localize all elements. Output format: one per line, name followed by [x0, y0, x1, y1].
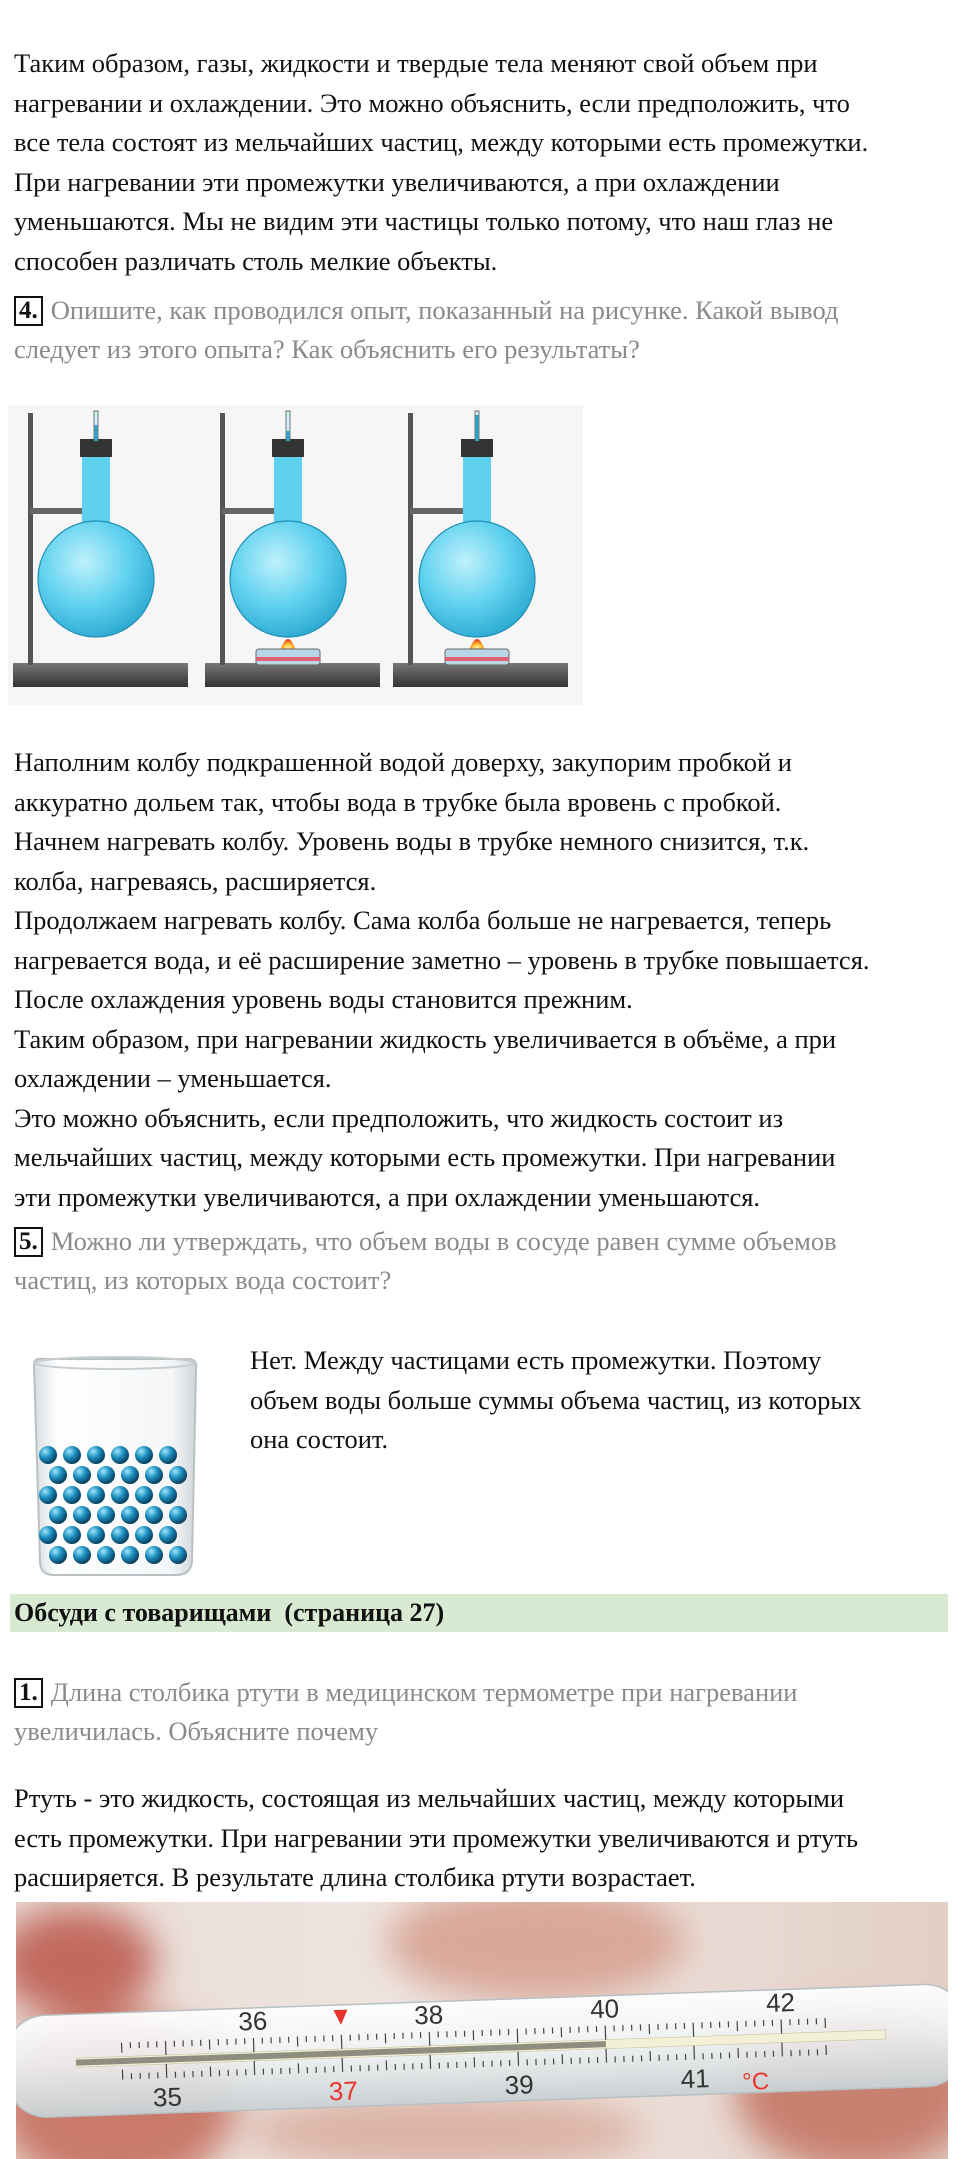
answer-line: Это можно объяснить, если предположить, что жидкость состоит из — [14, 1102, 784, 1133]
question-text-line: частиц, из которых вода состоит? — [14, 1265, 392, 1295]
scale-label-bottom: 37 — [328, 2075, 359, 2107]
answer-5-paragraph — [250, 1341, 950, 1460]
question-1 — [14, 1673, 949, 1751]
water-particle — [135, 1446, 153, 1464]
water-particle — [73, 1506, 91, 1524]
answer-line: есть промежутки. При нагревании эти промежутки увеличиваются и ртуть — [14, 1822, 859, 1853]
water-particle — [145, 1506, 163, 1524]
scale-label-top: 38 — [413, 1999, 444, 2031]
water-particle — [169, 1506, 187, 1524]
question-text-line: увеличилась. Объясните почему — [14, 1716, 379, 1746]
scale-label-top: 36 — [237, 2005, 268, 2037]
question-4 — [14, 291, 949, 369]
stand-rod — [28, 413, 33, 665]
intro-line: способен различать столь мелкие объекты. — [14, 245, 498, 276]
water-particle — [39, 1446, 57, 1464]
water-particle — [63, 1526, 81, 1544]
water-particle — [39, 1526, 57, 1544]
answer-line: расширяется. В результате длина столбика ртути возрастает. — [14, 1862, 696, 1892]
water-particle — [97, 1466, 115, 1484]
flask-bulb — [230, 521, 346, 637]
water-particle — [49, 1546, 67, 1564]
answer-1-paragraph — [14, 1779, 949, 1898]
scale-label-bottom: 35 — [152, 2081, 183, 2113]
question-number-badge: 4. — [14, 296, 43, 326]
stand-base — [393, 663, 568, 687]
answer-line: эти промежутки увеличиваются, а при охлаждении уменьшаются. — [14, 1181, 761, 1212]
water-particle — [49, 1466, 67, 1484]
answer-line: Ртуть - это жидкость, состоящая из мельчайших частиц, между которыми — [14, 1783, 845, 1813]
water-particle — [121, 1546, 139, 1564]
water-particle — [87, 1526, 105, 1544]
answer-line: Наполним колбу подкрашенной водой доверху, закупорим пробкой и — [14, 747, 792, 777]
flask-bulb — [419, 521, 535, 637]
stand-rod — [408, 413, 413, 665]
water-particle — [145, 1466, 163, 1484]
water-particle — [111, 1486, 129, 1504]
tube-water-level — [476, 415, 479, 441]
water-particle — [63, 1446, 81, 1464]
water-particle — [87, 1486, 105, 1504]
water-particle — [63, 1486, 81, 1504]
answer-line: аккуратно дольем так, чтобы вода в трубке была вровень с пробкой. — [14, 786, 782, 817]
stand-base — [13, 663, 188, 687]
water-particle — [159, 1446, 177, 1464]
water-particle — [121, 1466, 139, 1484]
flask-experiment-illustration — [8, 405, 583, 705]
answer-4-paragraph — [14, 743, 949, 1217]
question-number-badge: 5. — [14, 1227, 43, 1257]
answer-line: объем воды больше суммы объема частиц, из которых — [250, 1384, 862, 1415]
intro-line: уменьшаются. Мы не видим эти частицы только потому, что наш глаз не — [14, 206, 834, 236]
cork-stopper — [80, 439, 112, 457]
answer-line: нагревается вода, и её расширение заметно – уровень в трубке повышается. — [14, 944, 870, 975]
scale-label-bottom: 41 — [680, 2063, 711, 2095]
water-particle — [111, 1446, 129, 1464]
cork-stopper — [272, 439, 304, 457]
stand-base — [205, 663, 380, 687]
water-particle — [111, 1526, 129, 1544]
answer-line: она состоит. — [250, 1424, 389, 1454]
water-particle — [169, 1546, 187, 1564]
question-text-line: Можно ли утверждать, что объем воды в сосуде равен сумме объемов — [50, 1226, 837, 1256]
burner-band — [256, 657, 320, 661]
water-particle — [145, 1546, 163, 1564]
answer-line: колба, нагреваясь, расширяется. — [14, 865, 377, 896]
answer-line: Начнем нагревать колбу. Уровень воды в трубке немного снизится, т.к. — [14, 826, 810, 856]
beaker-particles-illustration — [28, 1355, 203, 1580]
answer-line: Таким образом, при нагревании жидкость увеличивается в объёме, а при — [14, 1023, 837, 1054]
flask-bulb — [38, 521, 154, 637]
water-particle — [39, 1486, 57, 1504]
intro-line: При нагревании эти промежутки увеличиваются, а при охлаждении — [14, 166, 780, 197]
water-particle — [121, 1506, 139, 1524]
cork-stopper — [461, 439, 493, 457]
intro-line: нагревании и охлаждении. Это можно объяснить, если предположить, что — [14, 87, 850, 118]
question-text-line: Опишите, как проводился опыт, показанный на рисунке. Какой вывод — [50, 295, 839, 325]
water-particle — [169, 1466, 187, 1484]
scale-label-bottom: 39 — [504, 2069, 535, 2101]
answer-line: После охлаждения уровень воды становится прежним. — [14, 984, 633, 1014]
intro-line: все тела состоят из мельчайших частиц, между которыми есть промежутки. — [14, 127, 869, 157]
answer-line: Продолжаем нагревать колбу. Сама колба больше не нагревается, теперь — [14, 905, 832, 935]
tube-water-level — [95, 425, 98, 441]
water-particle — [87, 1446, 105, 1464]
water-particle — [73, 1466, 91, 1484]
thermometer-photo — [16, 1902, 948, 2159]
answer-line: Нет. Между частицами есть промежутки. Поэтому — [250, 1345, 822, 1375]
water-particle — [49, 1506, 67, 1524]
intro-paragraph — [14, 44, 949, 281]
water-particle — [97, 1546, 115, 1564]
burner-band — [445, 657, 509, 661]
question-text-line: Длина столбика ртути в медицинском термометре при нагревании — [50, 1677, 798, 1707]
question-text-line: следует из этого опыта? Как объяснить его результаты? — [14, 334, 640, 364]
scale-label-top: 40 — [589, 1993, 620, 2025]
tube-water-level — [287, 431, 290, 441]
water-particle — [135, 1526, 153, 1544]
question-number-badge: 1. — [14, 1678, 43, 1708]
intro-line: Таким образом, газы, жидкости и твердые тела меняют свой объем при — [14, 48, 818, 78]
water-particle — [97, 1506, 115, 1524]
water-particle — [159, 1486, 177, 1504]
answer-line: мельчайших частиц, между которыми есть промежутки. При нагревании — [14, 1142, 836, 1172]
water-particle — [159, 1526, 177, 1544]
water-particle — [135, 1486, 153, 1504]
scale-label-top: 42 — [765, 1987, 796, 2019]
water-particle — [73, 1546, 91, 1564]
stand-rod — [220, 413, 225, 665]
answer-line: охлаждении – уменьшается. — [14, 1063, 332, 1093]
section-header: Обсуди с товарищами (страница 27) — [10, 1594, 948, 1632]
unit-label: °C — [741, 2068, 770, 2096]
question-5 — [14, 1222, 949, 1300]
